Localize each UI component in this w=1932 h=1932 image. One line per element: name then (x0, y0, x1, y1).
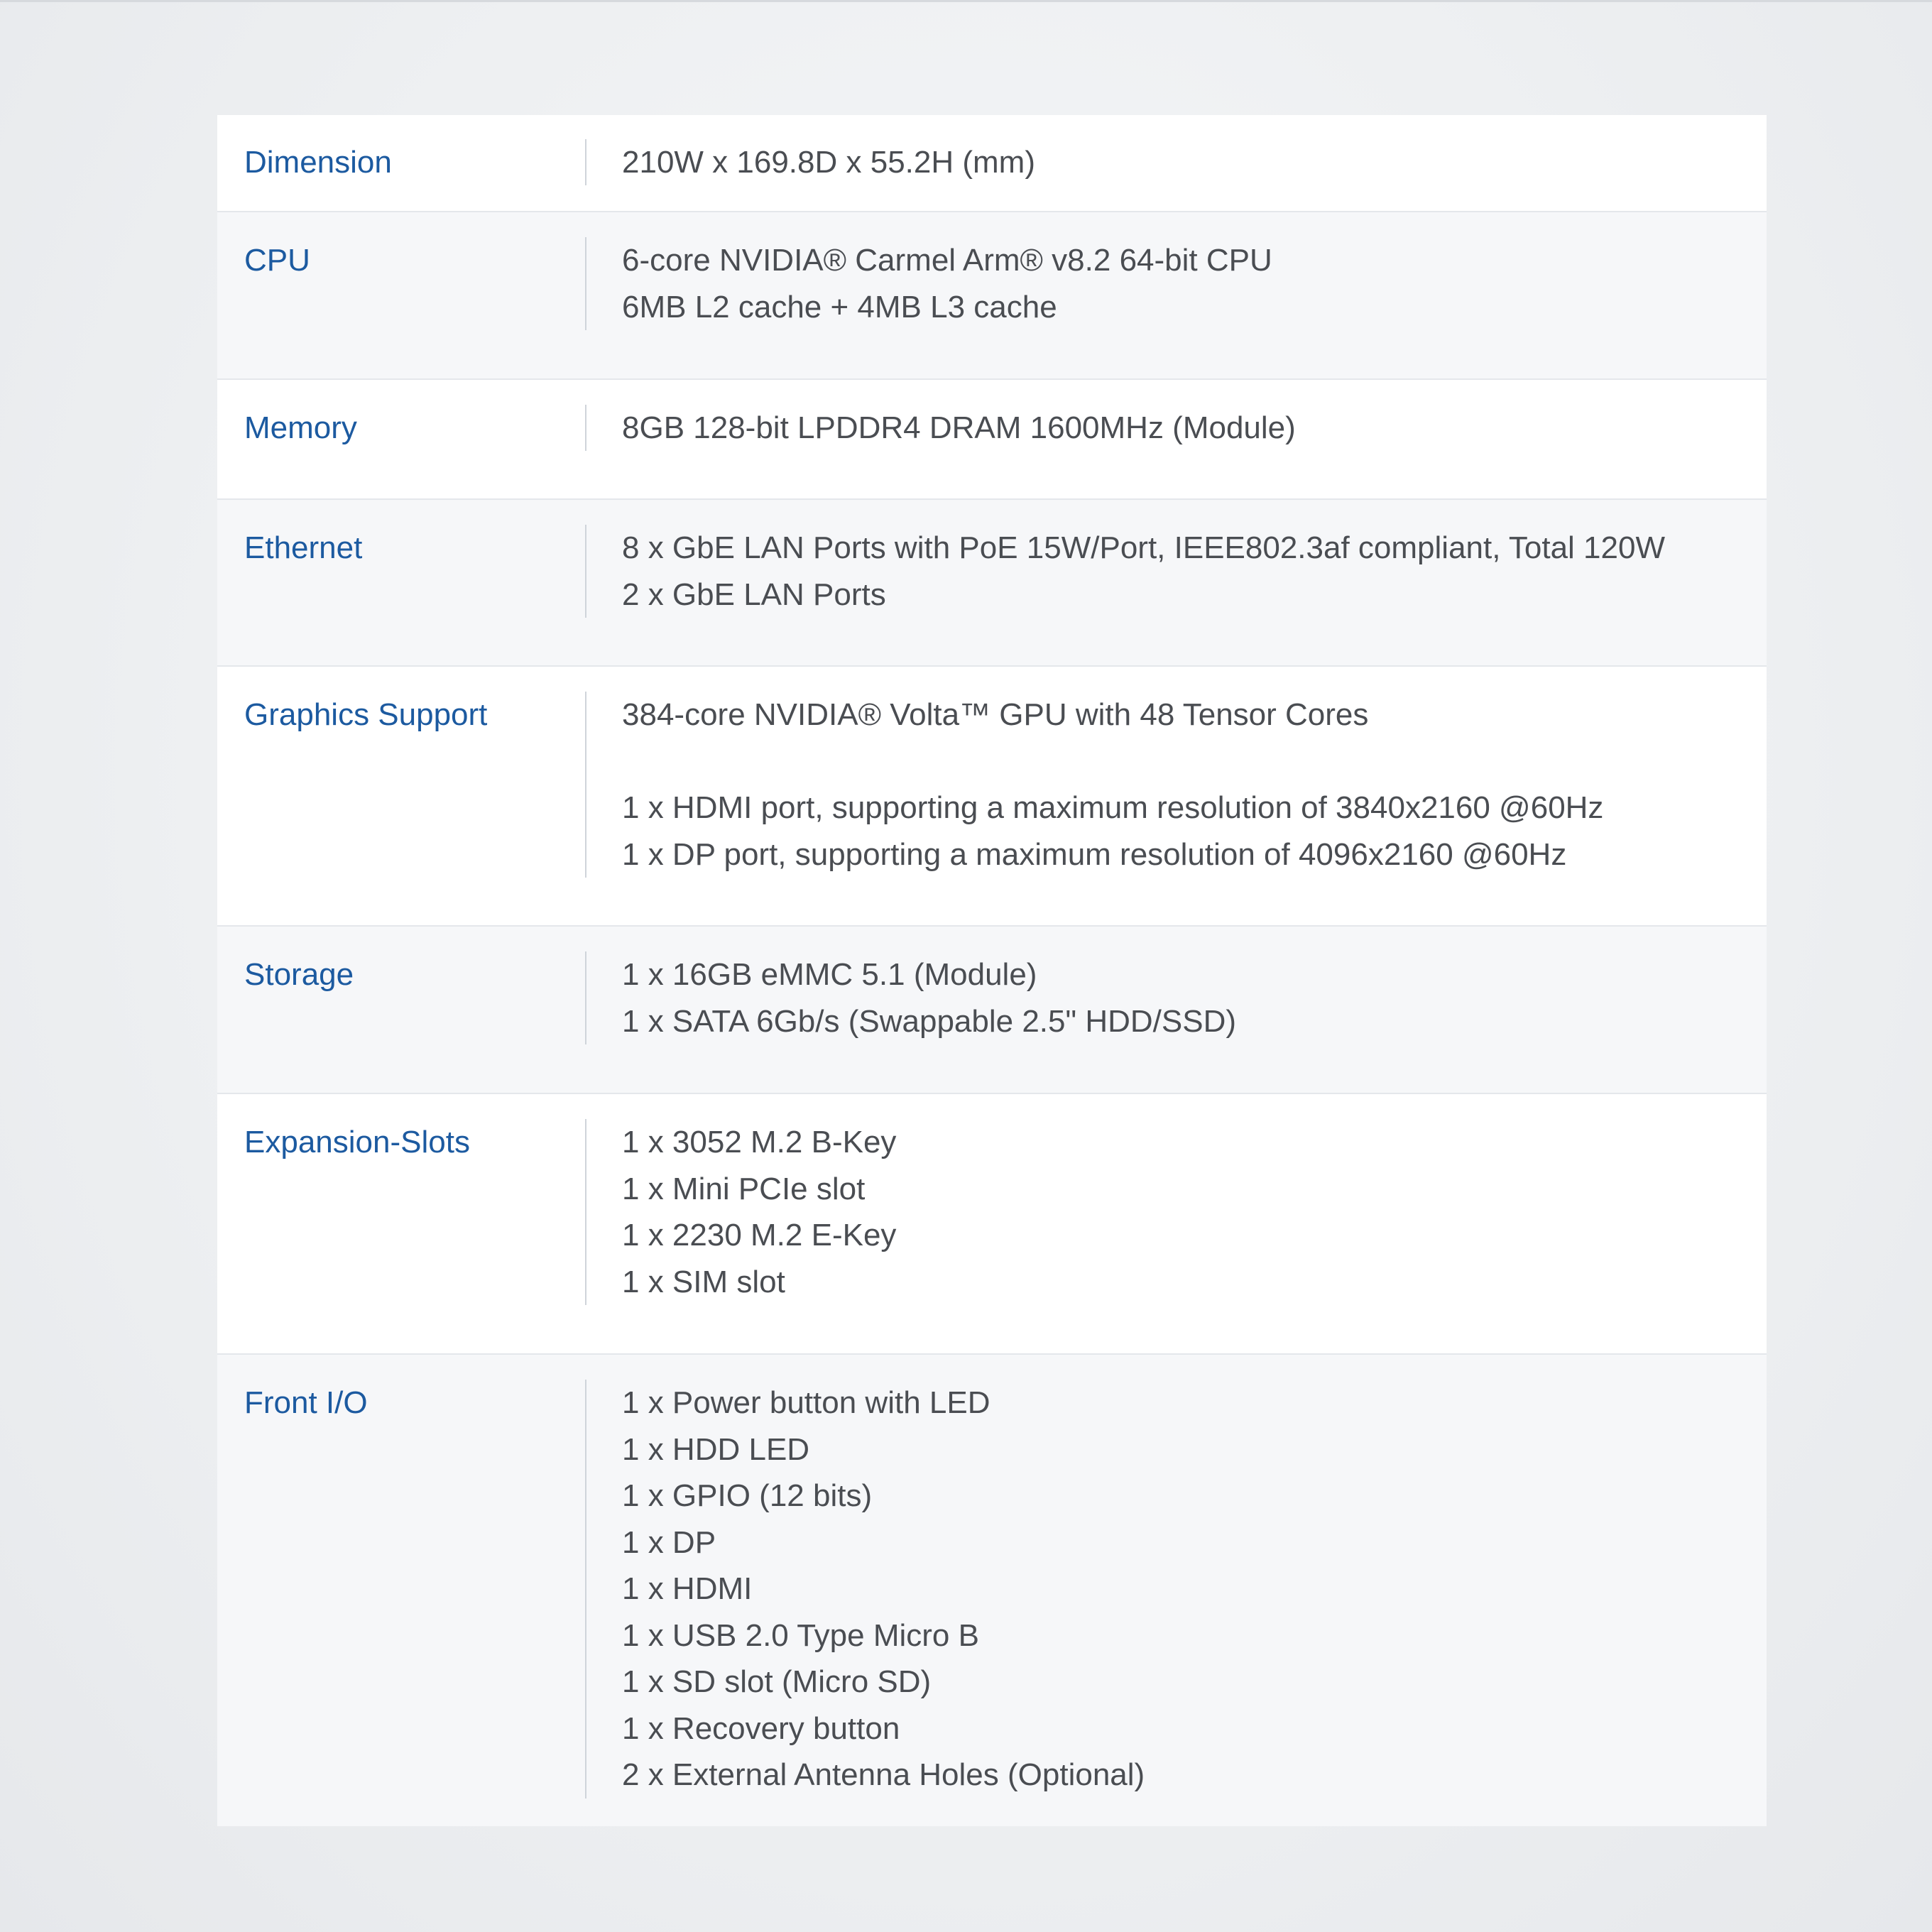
spec-value (585, 1119, 1767, 1305)
spec-line: 1 x HDMI (622, 1571, 753, 1606)
spec-line: 6-core NVIDIA® Carmel Arm® v8.2 64-bit CPU (622, 243, 1272, 278)
spec-value (585, 405, 1767, 451)
spec-value (585, 525, 1767, 618)
spec-value (585, 237, 1767, 330)
spec-row-front-io (217, 1355, 1767, 1826)
spec-line: 8 x GbE LAN Ports with PoE 15W/Port, IEEE802.3af compliant, Total 120W (622, 530, 1665, 565)
spec-label: Ethernet (244, 530, 363, 565)
spec-line: 1 x USB 2.0 Type Micro B (622, 1617, 979, 1653)
spec-row-expansion-slots (217, 1094, 1767, 1355)
spec-label: CPU (244, 243, 310, 278)
spec-line: 2 x GbE LAN Ports (622, 577, 886, 612)
spec-line: 1 x 16GB eMMC 5.1 (Module) (622, 957, 1037, 992)
spec-table (217, 115, 1767, 1826)
spec-line: 384-core NVIDIA® Volta™ GPU with 48 Tensor Cores (622, 697, 1369, 732)
spec-line: 1 x HDD LED (622, 1431, 810, 1467)
spec-label: Storage (244, 957, 354, 992)
spec-value (585, 951, 1767, 1044)
spec-row-graphics (217, 667, 1767, 927)
spec-label: Dimension (244, 145, 392, 180)
spec-value (585, 139, 1767, 185)
spec-line: 1 x Power button with LED (622, 1385, 990, 1420)
spec-row-memory (217, 380, 1767, 500)
spec-value (585, 1380, 1767, 1799)
spec-label: Front I/O (244, 1385, 368, 1420)
spec-row-ethernet (217, 500, 1767, 667)
spec-line: 1 x DP (622, 1524, 716, 1560)
spec-label: Graphics Support (244, 697, 488, 732)
spec-row-dimension (217, 115, 1767, 212)
top-divider (0, 0, 1932, 2)
spec-row-cpu (217, 212, 1767, 380)
spec-label: Memory (244, 410, 357, 445)
spec-line: 1 x 2230 M.2 E-Key (622, 1218, 897, 1252)
spec-line: 8GB 128-bit LPDDR4 DRAM 1600MHz (Module) (622, 410, 1296, 445)
spec-line: 1 x SD slot (Micro SD) (622, 1664, 932, 1699)
spec-line: 1 x Recovery button (622, 1710, 900, 1746)
spec-label: Expansion-Slots (244, 1125, 470, 1159)
spec-line: 1 x GPIO (12 bits) (622, 1478, 873, 1513)
spec-line: 1 x SIM slot (622, 1264, 785, 1299)
spec-line: 1 x 3052 M.2 B-Key (622, 1125, 897, 1159)
spec-line: 1 x Mini PCIe slot (622, 1171, 866, 1206)
spec-line: 2 x External Antenna Holes (Optional) (622, 1757, 1145, 1792)
spec-value (585, 692, 1767, 878)
spec-line: 210W x 169.8D x 55.2H (mm) (622, 145, 1035, 180)
spec-line: 1 x HDMI port, supporting a maximum resolution of 3840x2160 @60Hz (622, 790, 1604, 825)
spec-line: 1 x DP port, supporting a maximum resolution of 4096x2160 @60Hz (622, 836, 1567, 872)
spec-row-storage (217, 927, 1767, 1094)
spec-line: 6MB L2 cache + 4MB L3 cache (622, 289, 1057, 324)
spec-line: 1 x SATA 6Gb/s (Swappable 2.5" HDD/SSD) (622, 1003, 1237, 1039)
spec-line-spacer (622, 738, 1767, 785)
